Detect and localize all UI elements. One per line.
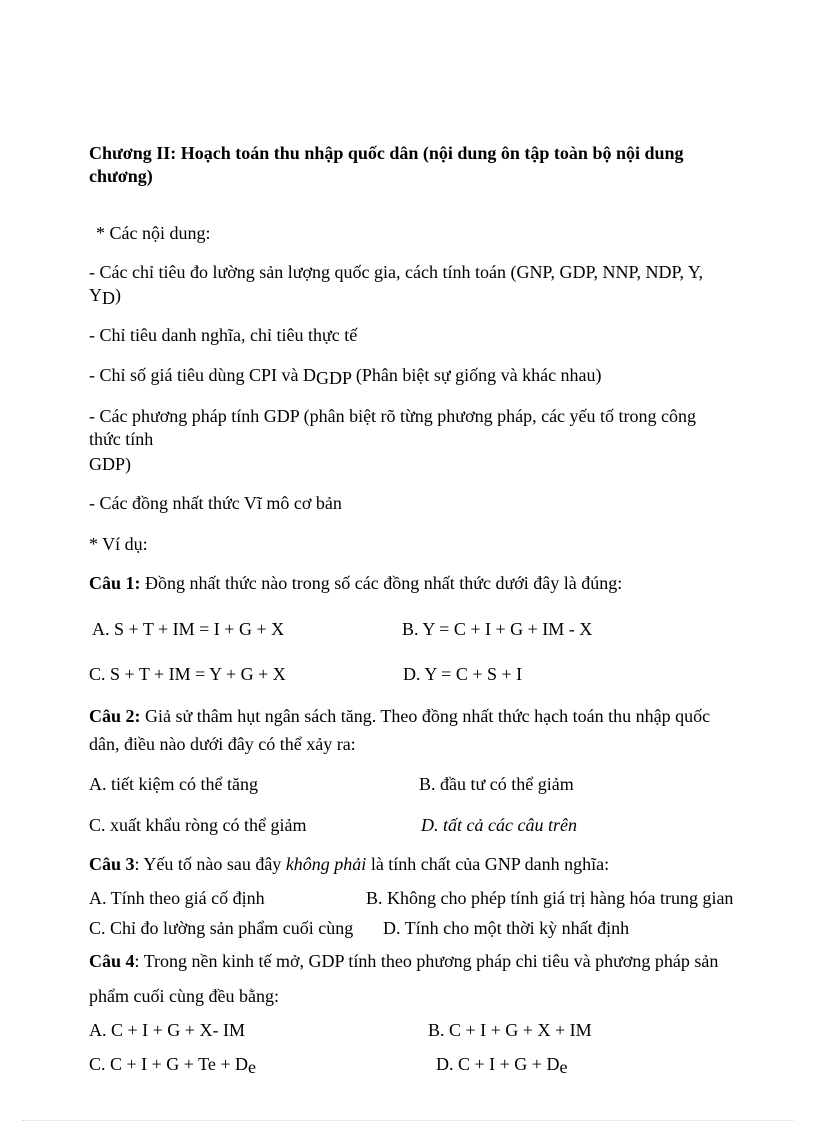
q3-option-d: D. Tính cho một thời kỳ nhất định [383,918,630,938]
contents-heading: * Các nội dung: [96,223,211,243]
chapter-title-cont: chương) [89,166,153,186]
q2-option-b: B. đầu tư có thể giảm [419,774,574,794]
contents-item-1: - Các chỉ tiêu đo lường sản lượng quốc gia, cách tính toán (GNP, GDP, NNP, NDP, Y, [89,262,704,282]
q2-option-d: D. tất cả các câu trên [421,815,577,835]
contents-item-3: - Chỉ số giá tiêu dùng CPI và DGDP (Phân biệt sự giống và khác nhau) [89,365,602,388]
contents-item-4-cont2: GDP) [89,454,132,474]
contents-item-4: - Các phương pháp tính GDP (phân biệt rõ từng phương pháp, các yếu tố trong công [89,406,697,426]
q1-option-c: C. S + T + IM = Y + G + X [89,664,286,684]
q1-option-b: B. Y = C + I + G + IM - X [402,619,593,639]
question-3: Câu 3: Yếu tố nào sau đây không phải là tính chất của GNP danh nghĩa: [89,854,610,874]
question-4-cont: phẩm cuối cùng đều bằng: [89,986,279,1006]
q4-option-a: A. C + I + G + X- IM [89,1020,245,1040]
question-2-cont: dân, điều nào dưới đây có thể xảy ra: [89,734,356,754]
question-2: Câu 2: Giả sử thâm hụt ngân sách tăng. Theo đồng nhất thức hạch toán thu nhập quốc [89,706,711,726]
q4-option-b: B. C + I + G + X + IM [428,1020,592,1040]
examples-heading: * Ví dụ: [89,534,148,554]
q3-option-b: B. Không cho phép tính giá trị hàng hóa trung gian [366,888,734,908]
q3-option-a: A. Tính theo giá cố định [89,888,265,908]
q2-option-a: A. tiết kiệm có thể tăng [89,774,258,794]
contents-item-2: - Chỉ tiêu danh nghĩa, chỉ tiêu thực tế [89,325,358,345]
q1-option-d: D. Y = C + S + I [403,664,523,684]
page-bottom-divider [22,1120,794,1121]
q2-option-c: C. xuất khẩu ròng có thể giảm [89,815,307,835]
q1-option-a: A. S + T + IM = I + G + X [92,619,285,639]
question-4: Câu 4: Trong nền kinh tế mở, GDP tính theo phương pháp chi tiêu và phương pháp sản [89,951,719,971]
contents-item-4-cont: thức tính [89,429,154,449]
q4-option-d: D. C + I + G + De [436,1054,568,1077]
question-1: Câu 1: Đồng nhất thức nào trong số các đồng nhất thức dưới đây là đúng: [89,573,623,593]
contents-item-5: - Các đồng nhất thức Vĩ mô cơ bản [89,493,342,513]
chapter-title: Chương II: Hoạch toán thu nhập quốc dân (nội dung ôn tập toàn bộ nội dung [89,143,684,163]
contents-item-1-cont: YD) [89,285,121,308]
q4-option-c: C. C + I + G + Te + De [89,1054,257,1077]
q3-option-c: C. Chỉ đo lường sản phẩm cuối cùng [89,918,354,938]
